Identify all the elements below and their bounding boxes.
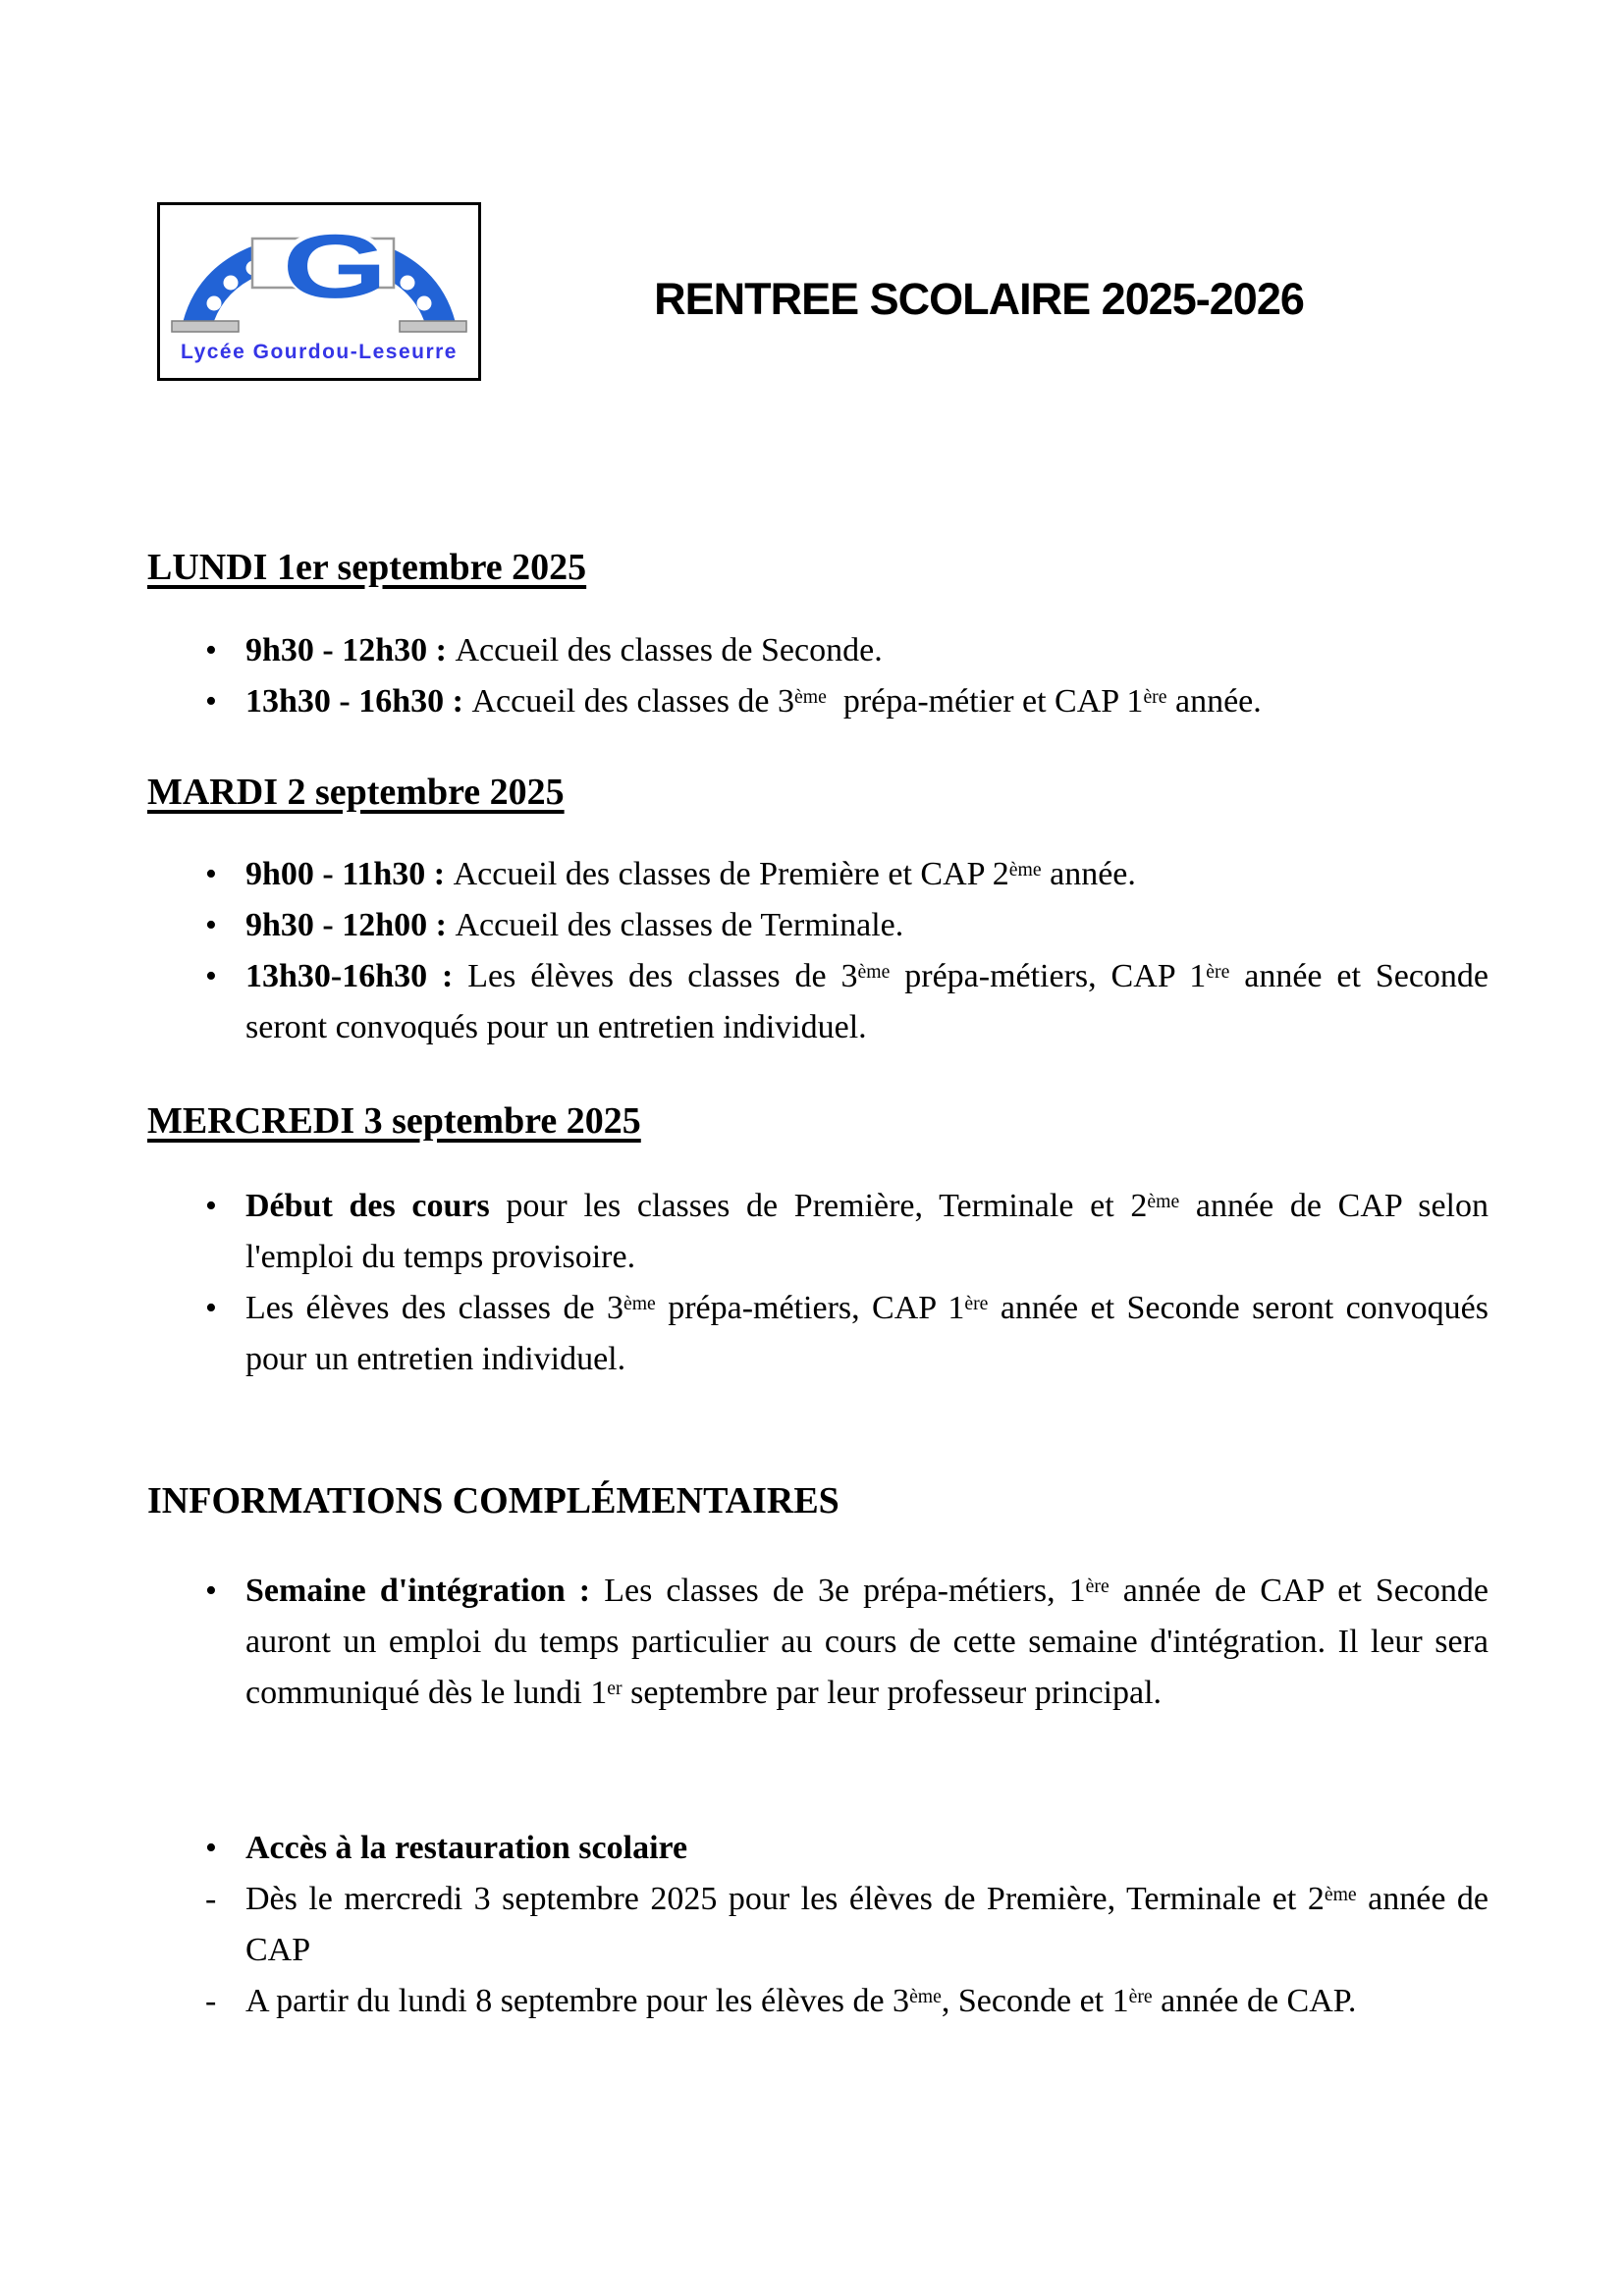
- list-item: - A partir du lundi 8 septembre pour les élèves de 3ème, Seconde et 1ère année de CAP.: [147, 1976, 1489, 2027]
- list-item: • 13h30 - 16h30 : Accueil des classes de 3ème prépa-métier et CAP 1ère année.: [147, 676, 1489, 727]
- list-item: • 13h30-16h30 : Les élèves des classes de 3ème prépa-métiers, CAP 1ère année et Seconde seront convoqués pour un entretien individuel.: [147, 951, 1489, 1053]
- list-mardi: [147, 849, 1489, 1053]
- list-item: • 9h30 - 12h30 : Accueil des classes de Seconde.: [147, 625, 1489, 676]
- section-heading-informations: INFORMATIONS COMPLÉMENTAIRES: [147, 1480, 839, 1522]
- list-item: • Début des cours pour les classes de Première, Terminale et 2ème année de CAP selon l'emploi du temps provisoire.: [147, 1181, 1489, 1283]
- logo-letter-g: G: [282, 215, 388, 317]
- list-lundi: [147, 625, 1489, 727]
- list-semaine-integration: [147, 1566, 1489, 1719]
- bridge-right-base: [400, 321, 466, 332]
- section-heading-mardi: MARDI 2 septembre 2025: [147, 772, 565, 813]
- school-name-label: Lycée Gourdou-Leseurre: [181, 341, 458, 363]
- bridge-left-base: [172, 321, 239, 332]
- list-item: • 9h30 - 12h00 : Accueil des classes de Terminale.: [147, 900, 1489, 951]
- list-item: • Accès à la restauration scolaire: [147, 1823, 1489, 1874]
- list-item: • Semaine d'intégration : Les classes de 3e prépa-métiers, 1ère année de CAP et Seconde auront un emploi du temps particulier au cours de cette semaine d'intégration. Il leur sera communiqué dès le lundi 1er septembre par leur professeur principal.: [147, 1566, 1489, 1719]
- page-title: RENTREE SCOLAIRE 2025-2026: [654, 274, 1304, 324]
- list-item: - Dès le mercredi 3 septembre 2025 pour les élèves de Première, Terminale et 2ème année de CAP: [147, 1874, 1489, 1976]
- section-heading-mercredi: MERCREDI 3 septembre 2025: [147, 1100, 641, 1142]
- list-restauration: [147, 1823, 1489, 2027]
- section-heading-lundi: LUNDI 1er septembre 2025: [147, 547, 587, 588]
- list-mercredi: [147, 1181, 1489, 1385]
- list-item: • 9h00 - 11h30 : Accueil des classes de Première et CAP 2ème année.: [147, 849, 1489, 900]
- list-item: • Les élèves des classes de 3ème prépa-métiers, CAP 1ère année et Seconde seront convoqués pour un entretien individuel.: [147, 1283, 1489, 1385]
- school-logo: [157, 202, 481, 381]
